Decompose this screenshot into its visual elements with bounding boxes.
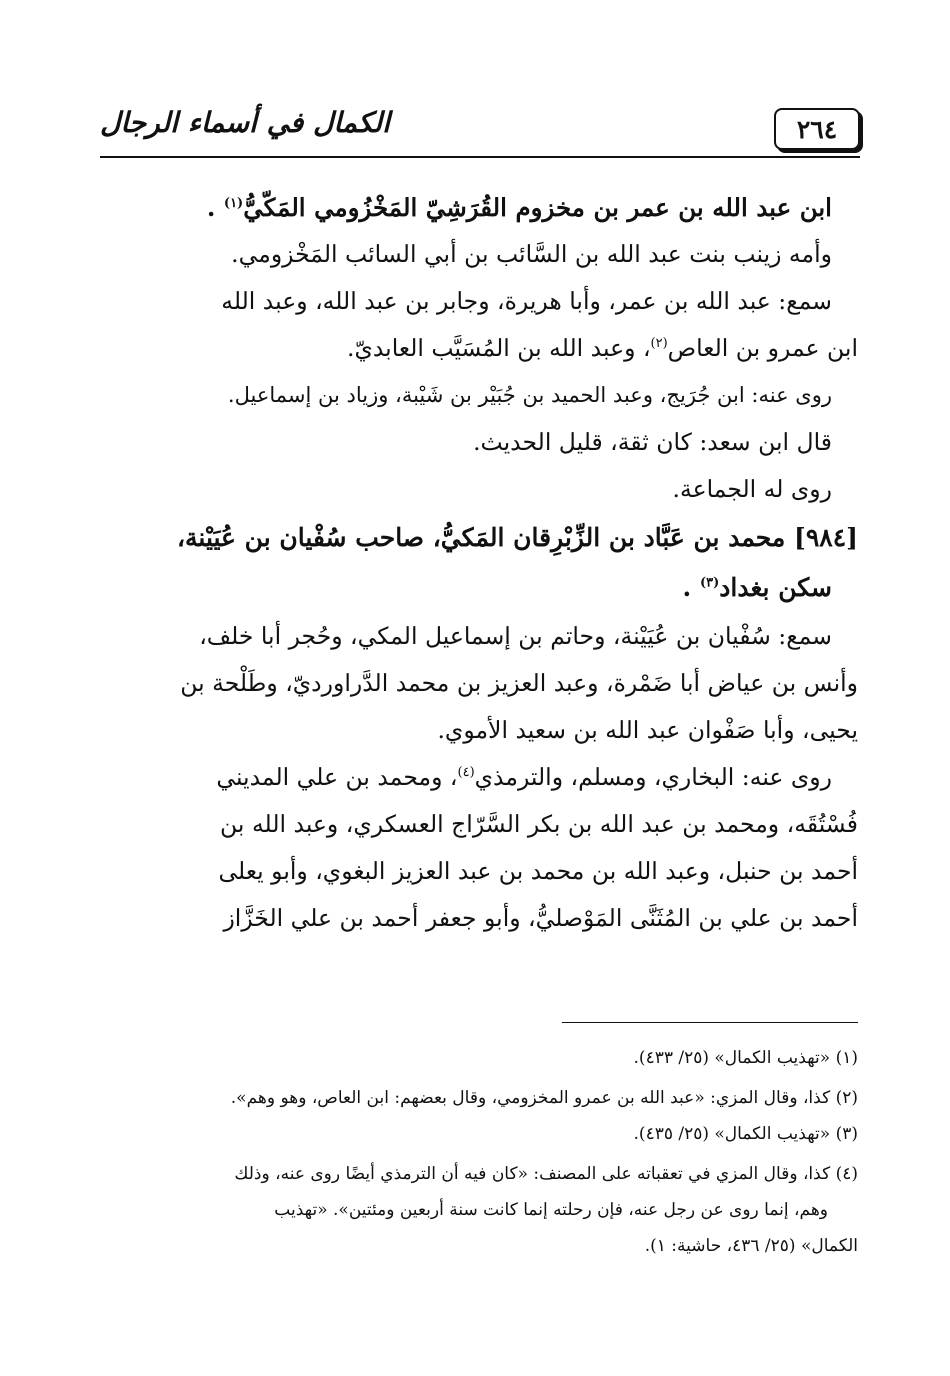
entry-heading <box>98 184 858 231</box>
heard-line-2 <box>98 325 858 372</box>
entry2-narr-line-2: فُسْتُقَه، ومحمد بن عبد الله بن بكر السَّرّاج العسكري، وعبد الله بن <box>220 810 858 838</box>
entry2-heading-end: . <box>682 573 692 602</box>
footnotes <box>98 1040 858 1264</box>
page-header <box>100 100 860 158</box>
heard-line-2-b: ، وعبد الله بن المُسَيَّب العابديّ. <box>346 334 651 362</box>
footnote-separator <box>562 1022 858 1023</box>
footnote-ref-4: (٤) <box>457 765 475 781</box>
footnote-ref-3: (٣) <box>699 575 720 591</box>
heard-line-2-a: ابن عمرو بن العاص <box>667 334 858 362</box>
book-title: الكمال في أسماء الرجال <box>100 106 390 139</box>
footnote-2: (٢) كذا، وقال المزي: «عبد الله بن عمرو المخزومي، وقال بعضهم: ابن العاص، وهو وهم». <box>230 1088 858 1108</box>
entry2-heading-line-2-a: سكن بغداد <box>719 573 832 602</box>
heard-line-1: سمع: عبد الله بن عمر، وأبا هريرة، وجابر بن عبد الله، وعبد الله <box>221 287 832 315</box>
group-line: روى له الجماعة. <box>672 475 832 503</box>
footnote-ref-1: (١) <box>223 195 244 211</box>
entry2-heard-line-1: سمع: سُفْيان بن عُيَيْنة، وحاتم بن إسماعيل المكي، وحُجر أبا خلف، <box>199 622 832 650</box>
footnote-ref-2: (٢) <box>650 336 668 352</box>
entry2-heading-line-2 <box>98 563 858 613</box>
main-text <box>98 184 858 942</box>
header-rule <box>100 156 860 158</box>
page-number: ٢٦٤ <box>774 108 860 150</box>
entry2-heading-line-1: [٩٨٤] محمد بن عَبَّاد بن الزِّبْرِقان المَكيُّ، صاحب سُفْيان بن عُيَيْنة، <box>176 523 858 552</box>
entry2-narr-line-3: أحمد بن حنبل، وعبد الله بن محمد بن عبد العزيز البغوي، وأبو يعلى <box>218 857 858 885</box>
footnote-4-line-1: (٤) كذا، وقال المزي في تعقباته على المصنف: «كان فيه أن الترمذي أيضًا روى عنه، وذلك <box>234 1164 858 1184</box>
footnote-4-line-2: وهم، إنما روى عن رجل عنه، فإن رحلته إنما كانت سنة أربعين ومئتين». «تهذيب <box>274 1200 828 1220</box>
entry2-narr-line-4: أحمد بن علي بن المُثَنَّى المَوْصليُّ، وأبو جعفر أحمد بن علي الخَزَّاز <box>223 904 858 932</box>
mother-line: وأمه زينب بنت عبد الله بن السَّائب بن أبي السائب المَخْزومي. <box>231 240 832 268</box>
footnote-3: (٣) «تهذيب الكمال» (٢٥/ ٤٣٥). <box>633 1124 858 1144</box>
entry2-heard-line-2: وأنس بن عياض أبا ضَمْرة، وعبد العزيز بن محمد الدَّراورديّ، وطَلْحة بن <box>180 669 858 697</box>
entry2-narr-line-1-a: روى عنه: البخاري، ومسلم، والترمذي <box>474 763 832 791</box>
ibn-saad-line: قال ابن سعد: كان ثقة، قليل الحديث. <box>473 428 832 456</box>
entry-heading-text: ابن عبد الله بن عمر بن مخزوم القُرَشِيّ المَخْزُومي المَكّيُّ <box>243 193 832 222</box>
entry-heading-end: . <box>206 193 216 222</box>
narrated-line: روى عنه: ابن جُرَيج، وعبد الحميد بن جُبَيْر بن شَيْبة، وزياد بن إسماعيل. <box>227 383 832 407</box>
entry2-heard-line-3: يحيى، وأبا صَفْوان عبد الله بن سعيد الأموي. <box>437 716 858 744</box>
entry2-narr-line-1-b: ، ومحمد بن علي المديني <box>216 763 458 791</box>
entry2-narr-line-1 <box>98 754 858 801</box>
footnote-1: (١) «تهذيب الكمال» (٢٥/ ٤٣٣). <box>633 1048 858 1068</box>
footnote-4-line-3: الكمال» (٢٥/ ٤٣٦، حاشية: ١). <box>644 1236 858 1256</box>
